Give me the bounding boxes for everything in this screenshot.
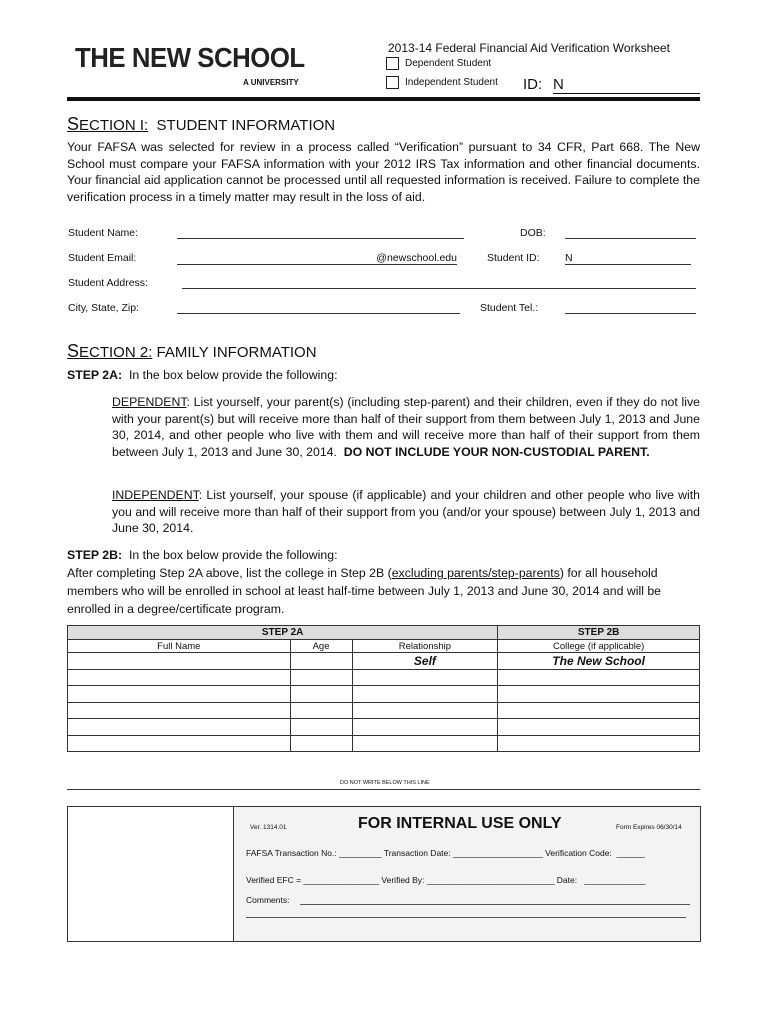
col-college: College (if applicable) bbox=[498, 640, 700, 653]
internal-row-2: Verified EFC = ________________ Verified By: ___________________________ Date: _____________ bbox=[246, 875, 646, 885]
city-state-zip-field[interactable] bbox=[177, 303, 460, 314]
step2b-intro: STEP 2B: In the box below provide the following: bbox=[67, 548, 338, 562]
cell-age[interactable] bbox=[290, 735, 352, 752]
dob-field[interactable] bbox=[565, 228, 696, 239]
cell-college[interactable]: The New School bbox=[498, 653, 700, 670]
student-name-field[interactable] bbox=[177, 228, 464, 239]
cell-relationship[interactable] bbox=[352, 702, 498, 719]
student-name-label: Student Name: bbox=[68, 227, 139, 239]
table-row bbox=[68, 653, 700, 670]
cell-name[interactable] bbox=[68, 735, 291, 752]
internal-title: FOR INTERNAL USE ONLY bbox=[358, 815, 562, 832]
cell-college[interactable] bbox=[498, 735, 700, 752]
id-field[interactable]: N bbox=[553, 76, 700, 94]
table-row bbox=[68, 735, 700, 752]
student-tel-field[interactable] bbox=[565, 303, 696, 314]
step2a-intro: STEP 2A: In the box below provide the following: bbox=[67, 368, 338, 382]
student-tel-label: Student Tel.: bbox=[480, 302, 539, 314]
do-not-write-notice: DO NOT WRITE BELOW THIS LINE bbox=[340, 780, 430, 786]
comments-label: Comments: bbox=[246, 895, 290, 905]
independent-checkbox[interactable] bbox=[386, 76, 399, 89]
cell-college[interactable] bbox=[498, 686, 700, 703]
independent-option[interactable] bbox=[386, 76, 498, 89]
comments-line-1[interactable] bbox=[300, 904, 690, 905]
internal-use-box bbox=[67, 806, 701, 942]
internal-row-1: FAFSA Transaction No.: _________ Transaction Date: ___________________ Verification Code: ______ bbox=[246, 848, 645, 858]
cell-name[interactable] bbox=[68, 719, 291, 736]
school-logo: THE NEW SCHOOL bbox=[75, 42, 305, 73]
independent-label: Independent Student bbox=[405, 77, 498, 89]
student-address-label: Student Address: bbox=[68, 277, 148, 289]
cell-age[interactable] bbox=[290, 669, 352, 686]
cell-age[interactable] bbox=[290, 686, 352, 703]
cell-college[interactable] bbox=[498, 669, 700, 686]
cell-age[interactable] bbox=[290, 702, 352, 719]
table-row bbox=[68, 702, 700, 719]
email-domain: @newschool.edu bbox=[376, 252, 457, 264]
step2a-header: STEP 2A bbox=[68, 626, 498, 640]
cell-college[interactable] bbox=[498, 702, 700, 719]
cell-relationship[interactable] bbox=[352, 686, 498, 703]
dependent-instructions: DEPENDENT: List yourself, your parent(s) (including step-parent) and their children, even if they do not live with your parent(s) but will receive more than half of their support from them between July 1, 2013 and June 30, 2014, and other people who live with them and will receive more than half of their support from them between July 1, 2013 and June 30, 2014. DO NOT INCLUDE YOUR NON-CUSTODIAL PARENT. bbox=[112, 395, 700, 459]
logo-subtitle: A UNIVERSITY bbox=[243, 78, 299, 87]
cell-name[interactable] bbox=[68, 702, 291, 719]
cell-age[interactable] bbox=[290, 719, 352, 736]
student-id-field[interactable]: N bbox=[565, 252, 691, 265]
step2b-header: STEP 2B bbox=[498, 626, 700, 640]
student-email-field[interactable] bbox=[177, 252, 457, 265]
table-row bbox=[68, 719, 700, 736]
cutoff-line bbox=[67, 789, 700, 790]
header-rule bbox=[67, 97, 700, 101]
comments-line-2[interactable] bbox=[246, 917, 686, 918]
col-full-name: Full Name bbox=[68, 640, 291, 653]
section1-paragraph: Your FAFSA was selected for review in a process called “Verification” pursuant to 34 CFR, Part 668. The New School must compare your FAFSA information with your 2012 IRS Tax information and other financial documents. Your financial aid application cannot be processed until all requested information is received. Failure to complete the verification process in a timely matter may result in the loss of aid. bbox=[67, 140, 700, 204]
cell-name[interactable] bbox=[68, 669, 291, 686]
student-email-label: Student Email: bbox=[68, 252, 137, 264]
student-id-label: Student ID: bbox=[487, 252, 540, 264]
cell-relationship[interactable] bbox=[352, 719, 498, 736]
dob-label: DOB: bbox=[520, 227, 546, 239]
col-relationship: Relationship bbox=[352, 640, 498, 653]
cell-name[interactable] bbox=[68, 653, 291, 670]
dependent-checkbox[interactable] bbox=[386, 57, 399, 70]
dependent-option[interactable] bbox=[386, 57, 491, 70]
step2b-instructions: After completing Step 2A above, list the college in Step 2B (excluding parents/step-parents) for all household members who will be enrolled in school at least half-time between July 1, 2013 and June 30, 2014 and will be enrolled in a degree/certificate program. bbox=[67, 566, 662, 616]
form-title: 2013-14 Federal Financial Aid Verification Worksheet bbox=[388, 41, 670, 55]
id-label: ID: bbox=[523, 76, 543, 93]
internal-right-panel bbox=[234, 807, 700, 941]
internal-left-panel bbox=[68, 807, 234, 941]
student-address-field[interactable] bbox=[182, 278, 696, 289]
cell-relationship[interactable] bbox=[352, 735, 498, 752]
table-row bbox=[68, 669, 700, 686]
form-expires: Form Expires 06/30/14 bbox=[616, 824, 682, 831]
cell-relationship[interactable] bbox=[352, 669, 498, 686]
cell-relationship[interactable]: Self bbox=[352, 653, 498, 670]
household-table bbox=[67, 625, 700, 752]
dependent-label: Dependent Student bbox=[405, 58, 492, 70]
city-state-zip-label: City, State, Zip: bbox=[68, 302, 139, 314]
section2-heading: SECTION 2: FAMILY INFORMATION bbox=[67, 341, 317, 361]
section1-heading: SECTION I: STUDENT INFORMATION bbox=[67, 114, 336, 134]
table-row bbox=[68, 686, 700, 703]
col-age: Age bbox=[290, 640, 352, 653]
cell-college[interactable] bbox=[498, 719, 700, 736]
cell-age[interactable] bbox=[290, 653, 352, 670]
independent-instructions: INDEPENDENT: List yourself, your spouse (if applicable) and your children and other people who live with you and will receive more than half of their support from you (and/or your spouse) between July 1, 2013 and June 30, 2014. bbox=[112, 488, 700, 536]
version-label: Ver. 1314.01 bbox=[250, 824, 287, 831]
cell-name[interactable] bbox=[68, 686, 291, 703]
